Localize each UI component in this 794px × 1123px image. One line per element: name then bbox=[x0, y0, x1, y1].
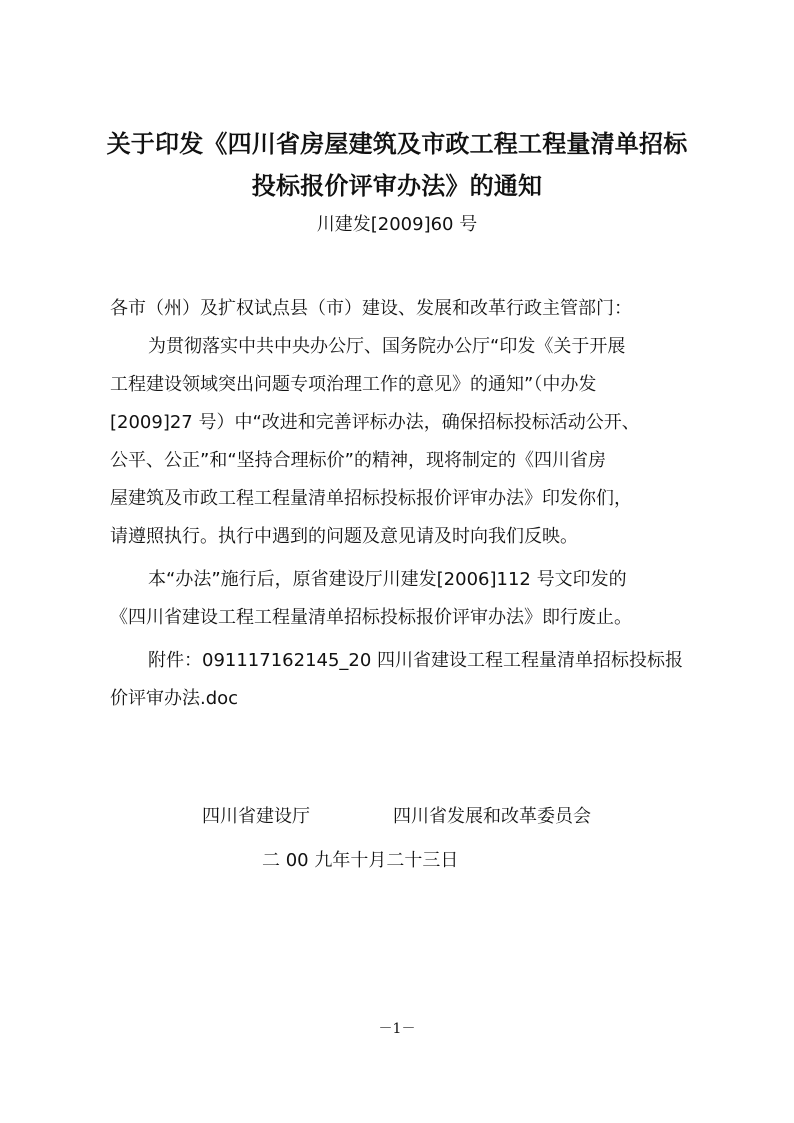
document-title-line-2: 投标报价评审办法》的通知 bbox=[251, 172, 543, 200]
paragraph-1-line: 请遵照执行。执行中遇到的问题及意见请及时向我们反映。 bbox=[110, 526, 578, 547]
document-title-line-1: 关于印发《四川省房屋建筑及市政工程工程量清单招标 bbox=[106, 130, 688, 158]
salutation: 各市（州）及扩权试点县（市）建设、发展和改革行政主管部门： bbox=[110, 298, 632, 319]
page-number: －1－ bbox=[378, 1021, 416, 1037]
attachment-line: 附件：091117162145_20 四川省建设工程工程量清单招标投标报 bbox=[148, 650, 684, 671]
document-number: 川建发[2009]60 号 bbox=[316, 214, 478, 235]
paragraph-1-line: 工程建设领域突出问题专项治理工作的意见》的通知”（中办发 bbox=[110, 374, 597, 395]
issue-date: 二 00 九年十月二十三日 bbox=[262, 850, 459, 871]
paragraph-1-line: 为贯彻落实中共中央办公厅、国务院办公厅“印发《关于开展 bbox=[148, 336, 626, 357]
paragraph-2-line: 《四川省建设工程工程量清单招标投标报价评审办法》即行废止。 bbox=[110, 607, 632, 628]
signatory-construction-department: 四川省建设厅 bbox=[202, 806, 310, 827]
signatory-development-reform-commission: 四川省发展和改革委员会 bbox=[393, 806, 591, 827]
paragraph-1-line: 屋建筑及市政工程工程量清单招标投标报价评审办法》印发你们， bbox=[110, 488, 632, 509]
paragraph-2-line: 本“办法”施行后，原省建设厅川建发[2006]112 号文印发的 bbox=[148, 569, 627, 590]
attachment-line: 价评审办法.doc bbox=[110, 688, 239, 709]
paragraph-1-line: [2009]27 号）中“改进和完善评标办法，确保招标投标活动公开、 bbox=[110, 412, 640, 433]
paragraph-1-line: 公平、公正”和“坚持合理标价”的精神，现将制定的《四川省房 bbox=[110, 450, 606, 471]
